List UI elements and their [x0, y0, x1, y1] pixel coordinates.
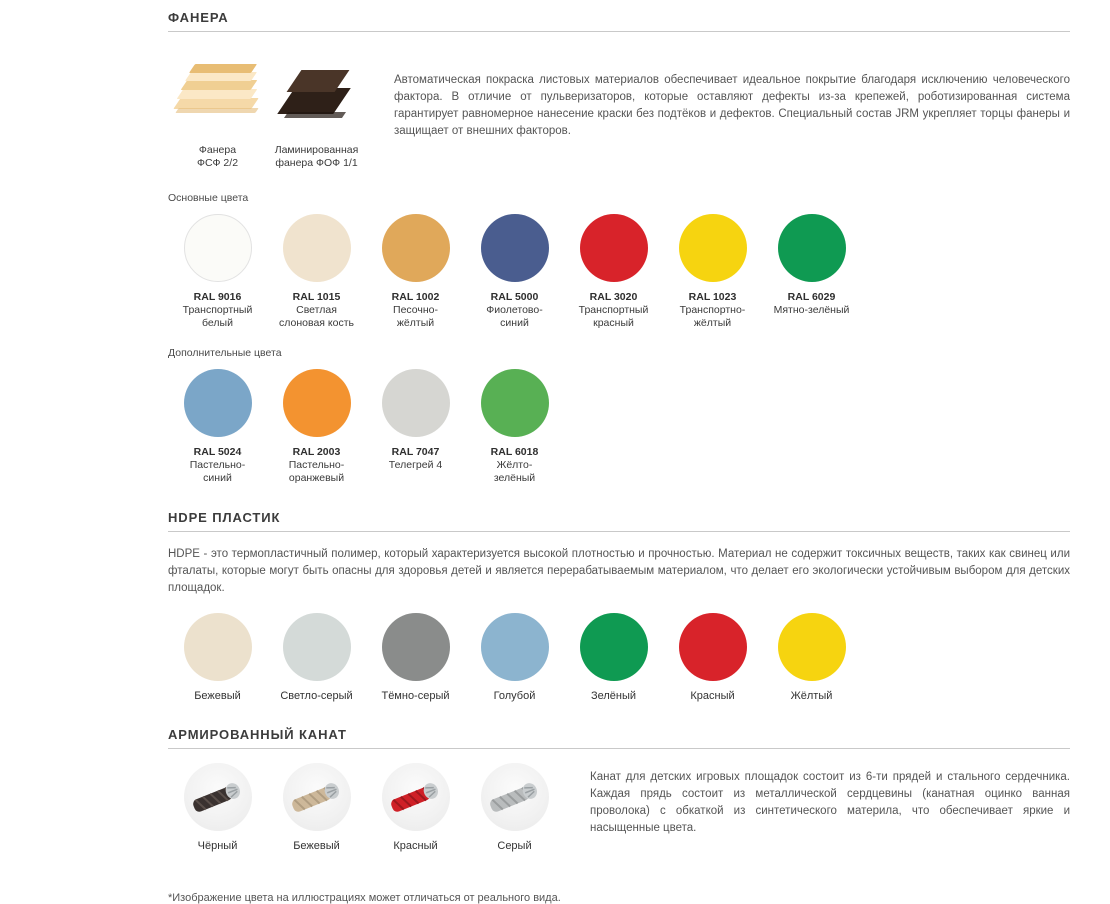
section-header-rope	[168, 727, 1070, 749]
plywood-samples	[168, 50, 366, 170]
section-header-hdpe	[168, 510, 1070, 532]
plywood-main-colors-label: Основные цвета	[168, 192, 249, 204]
swatch-dot	[283, 214, 351, 282]
hdpe-swatch-dark-gray[interactable]	[366, 613, 465, 703]
rope-thumbnail	[283, 763, 351, 831]
swatch-name: Светло-серый	[280, 690, 353, 702]
swatch-code: RAL 2003	[292, 446, 341, 458]
plywood-sample-fof[interactable]	[267, 50, 366, 170]
swatch-name-line1: Пастельно-	[288, 459, 345, 471]
section-title-rope: АРМИРОВАННЫЙ КАНАТ	[168, 726, 347, 742]
swatch-name-line1: Песочно-	[393, 304, 438, 316]
swatch-name-line2: красный	[593, 316, 634, 329]
rope-sample-beige[interactable]	[267, 763, 366, 852]
swatch-code: RAL 9016	[193, 291, 242, 303]
swatch-dot	[679, 214, 747, 282]
swatch-dot	[184, 369, 252, 437]
swatch-ral-1002[interactable]	[366, 214, 465, 329]
hdpe-description: HDPE - это термопластичный полимер, который характеризуется высокой плотностью и прочностью. Материал не содержит токсичных веществ, таких как свинец или фталаты, которые могут быть опасны для здоровья детей и является перерабатываемым материалом, что делает его экологически устойчивым выбором для детских площадок.	[168, 548, 1070, 594]
swatch-dot	[283, 369, 351, 437]
rope-samples	[168, 763, 564, 852]
plywood-extra-colors-label: Дополнительные цвета	[168, 347, 282, 359]
swatch-dot	[481, 214, 549, 282]
rope-sample-red[interactable]	[366, 763, 465, 852]
swatch-name-line1: Мятно-зелёный	[773, 304, 850, 316]
swatch-name-line2: оранжевый	[288, 471, 345, 484]
swatch-name: Бежевый	[194, 690, 241, 702]
swatch-name-line1: Фиолетово-	[486, 304, 543, 316]
swatch-name-line2: синий	[500, 316, 529, 329]
swatch-ral-9016[interactable]	[168, 214, 267, 329]
section-title-plywood: ФАНЕРА	[168, 10, 229, 25]
swatch-name: Голубой	[493, 690, 536, 702]
plywood-sample-fsf[interactable]	[168, 50, 267, 170]
plywood-fof-caption	[267, 144, 366, 170]
swatch-dot	[283, 613, 351, 681]
swatch-code: RAL 1015	[292, 291, 341, 303]
hdpe-swatch-yellow[interactable]	[762, 613, 861, 703]
rope-description: Канат для детских игровых площадок состоит из 6-ти прядей и стального сердечника. Каждая прядь состоит из металлической сердцевины (канатная оцинко ванная проволока) с обкаткой из синтетического материла, что обеспечивает яркие и насыщенные цвета.	[590, 770, 1070, 834]
swatch-name-line1: Транспортно-	[679, 304, 746, 316]
swatch-ral-1015[interactable]	[267, 214, 366, 329]
rope-name: Чёрный	[197, 839, 238, 852]
swatch-ral-6029[interactable]	[762, 214, 861, 317]
swatch-code: RAL 5024	[193, 446, 242, 458]
rope-name: Бежевый	[293, 839, 340, 852]
plywood-fsf-thumbnail	[175, 50, 261, 136]
rope-sample-black[interactable]	[168, 763, 267, 852]
swatch-name-line2: белый	[202, 316, 233, 329]
plywood-fsf-caption-line1: Фанера	[198, 144, 237, 156]
swatch-dot	[382, 369, 450, 437]
swatch-dot	[778, 214, 846, 282]
swatch-code: RAL 5000	[490, 291, 539, 303]
swatch-code: RAL 1002	[391, 291, 440, 303]
swatch-name-line2: жёлтый	[396, 316, 435, 329]
swatch-name: Тёмно-серый	[381, 690, 450, 702]
swatch-code: RAL 7047	[391, 446, 440, 458]
section-title-hdpe: HDPE ПЛАСТИК	[168, 510, 281, 525]
plywood-fof-caption-line1: Ламинированная	[274, 144, 359, 156]
plywood-fsf-caption	[168, 144, 267, 170]
plywood-description: Автоматическая покраска листовых материалов обеспечивает идеальное покрытие благодаря исключению человеческого фактора. В отличие от пульверизаторов, которые оставляют дефекты из-за крепежей, роботизированная система гарантирует равномерное нанесение краски без подтёков и дефектов. Специальный состав JRM укрепляет торцы фанеры и защищает от внешних факторов.	[394, 74, 1070, 137]
swatch-dot	[580, 214, 648, 282]
swatch-name-line1: Телегрей 4	[388, 459, 443, 471]
swatch-code: RAL 1023	[688, 291, 737, 303]
swatch-name-line1: Пастельно-	[189, 459, 246, 471]
swatch-name-line1: Жёлто-	[496, 459, 533, 471]
plywood-main-colors-row	[168, 214, 1110, 329]
swatch-code: RAL 3020	[589, 291, 638, 303]
swatch-ral-1023[interactable]	[663, 214, 762, 329]
rope-illustration	[283, 763, 351, 831]
plywood-fof-thumbnail	[274, 50, 360, 136]
swatch-name: Жёлтый	[790, 690, 833, 702]
swatch-dot	[778, 613, 846, 681]
swatch-dot	[481, 613, 549, 681]
swatch-ral-5024[interactable]	[168, 369, 267, 484]
rope-name: Красный	[393, 839, 438, 852]
swatch-name: Зелёный	[590, 690, 637, 702]
swatch-dot	[580, 613, 648, 681]
rope-block	[168, 763, 1070, 852]
swatch-name-line1: Транспортный	[182, 304, 253, 316]
hdpe-swatch-light-gray[interactable]	[267, 613, 366, 703]
hdpe-swatch-beige[interactable]	[168, 613, 267, 703]
swatch-name-line2: зелёный	[493, 471, 536, 484]
rope-thumbnail	[382, 763, 450, 831]
rope-illustration	[481, 763, 549, 831]
swatch-name-line1: Светлая	[296, 304, 337, 316]
plywood-fof-caption-line2: фанера ФОФ 1/1	[275, 157, 358, 169]
rope-sample-gray[interactable]	[465, 763, 564, 852]
hdpe-swatch-green[interactable]	[564, 613, 663, 703]
rope-name: Серый	[497, 839, 532, 852]
rope-illustration	[184, 763, 252, 831]
swatch-dot	[481, 369, 549, 437]
swatch-code: RAL 6029	[787, 291, 836, 303]
swatch-name: Красный	[690, 690, 735, 702]
swatch-ral-5000[interactable]	[465, 214, 564, 329]
hdpe-colors-row	[168, 613, 1110, 703]
swatch-dot	[184, 214, 252, 282]
swatch-name-line1: Транспортный	[578, 304, 649, 316]
laminated-plywood-illustration	[280, 62, 350, 124]
swatch-name-line2: синий	[203, 471, 232, 484]
swatch-code: RAL 6018	[490, 446, 539, 458]
section-header-plywood	[168, 10, 1070, 32]
swatch-dot	[382, 214, 450, 282]
swatch-dot	[382, 613, 450, 681]
swatch-ral-6018[interactable]	[465, 369, 564, 484]
swatch-dot	[679, 613, 747, 681]
catalog-page	[0, 10, 1110, 904]
swatch-ral-3020[interactable]	[564, 214, 663, 329]
rope-thumbnail	[184, 763, 252, 831]
rope-illustration	[382, 763, 450, 831]
swatch-dot	[184, 613, 252, 681]
rope-thumbnail	[481, 763, 549, 831]
plywood-fsf-caption-line2: ФСФ 2/2	[196, 157, 239, 169]
hdpe-swatch-blue[interactable]	[465, 613, 564, 703]
swatch-ral-2003[interactable]	[267, 369, 366, 484]
swatch-ral-7047[interactable]	[366, 369, 465, 472]
plywood-intro-block	[168, 50, 1070, 170]
swatch-name-line2: слоновая кость	[279, 316, 354, 329]
plywood-extra-colors-row	[168, 369, 1110, 484]
footnote: *Изображение цвета на иллюстрациях может отличаться от реального вида.	[168, 891, 561, 904]
swatch-name-line2: жёлтый	[693, 316, 732, 329]
hdpe-swatch-red[interactable]	[663, 613, 762, 703]
plywood-stack-illustration	[177, 64, 259, 124]
